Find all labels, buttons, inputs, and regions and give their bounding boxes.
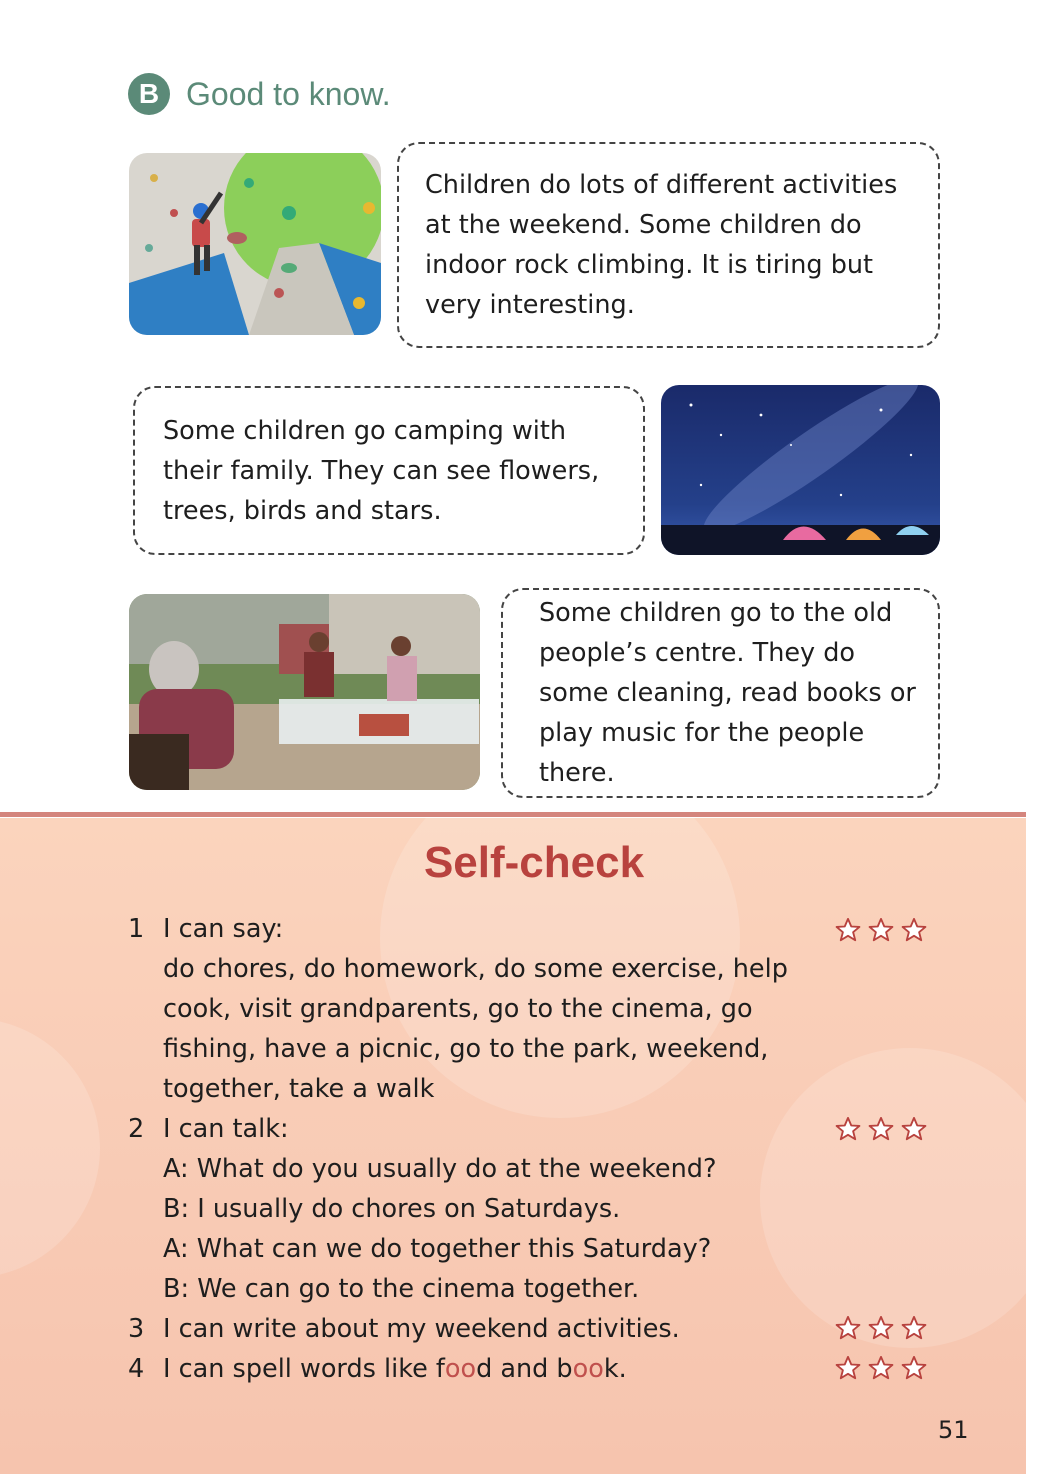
info-card-camping	[133, 386, 645, 555]
star-icon[interactable]	[867, 1115, 895, 1143]
self-check-divider	[0, 812, 1026, 817]
page-number: 51	[938, 1416, 969, 1444]
item-number: 1	[128, 914, 145, 944]
self-check-title: Self-check	[423, 838, 645, 887]
item-number: 3	[128, 1314, 145, 1344]
info-card-text: Some children go camping with their family. They can see flowers, trees, birds and stars.	[163, 415, 600, 526]
star-icon[interactable]	[834, 1115, 862, 1143]
star-icon[interactable]	[900, 1314, 928, 1342]
section-badge: B	[128, 73, 170, 115]
star-icon[interactable]	[834, 916, 862, 944]
item-line: A: What do you usually do at the weekend?	[163, 1154, 717, 1184]
star-icon[interactable]	[900, 1354, 928, 1382]
item-line: B: I usually do chores on Saturdays.	[163, 1194, 621, 1224]
item-line: together, take a walk	[163, 1074, 435, 1104]
text-part: I can spell words like f	[163, 1354, 445, 1384]
star-icon[interactable]	[867, 1354, 895, 1382]
item-line: I can say:	[163, 914, 284, 944]
star-icon[interactable]	[900, 916, 928, 944]
item-number: 2	[128, 1114, 145, 1144]
item-line: fishing, have a picnic, go to the park, weekend,	[163, 1034, 769, 1064]
star-icon[interactable]	[900, 1115, 928, 1143]
item-line: I can talk:	[163, 1114, 289, 1144]
star-rating	[834, 1308, 928, 1348]
info-card-text: Some children go to the old people’s centre. They do some cleaning, read books or play music for the people there.	[539, 598, 916, 788]
section-title: Good to know.	[186, 75, 391, 112]
text-part: k.	[603, 1354, 627, 1384]
star-icon[interactable]	[867, 1314, 895, 1342]
camping-stars-photo	[661, 385, 940, 555]
highlight-letters: oo	[444, 1354, 477, 1384]
info-card-old-peoples-centre	[501, 588, 940, 798]
item-line: do chores, do homework, do some exercise, help	[163, 954, 788, 984]
star-rating	[834, 910, 928, 950]
star-rating	[834, 1348, 928, 1388]
section-heading	[128, 73, 391, 115]
item-line: A: What can we do together this Saturday?	[163, 1234, 712, 1264]
star-icon[interactable]	[834, 1354, 862, 1382]
info-card-text: Children do lots of different activities at the weekend. Some children do indoor rock climbing. It is tiring but very interesting.	[425, 170, 898, 320]
text-part: d and b	[476, 1354, 573, 1384]
info-card-rock-climbing	[397, 142, 940, 348]
rock-climbing-photo	[129, 153, 381, 335]
item-line: I can write about my weekend activities.	[163, 1314, 680, 1344]
item-number: 4	[128, 1354, 145, 1384]
item-line: B: We can go to the cinema together.	[163, 1274, 640, 1304]
item-line: cook, visit grandparents, go to the cinema, go	[163, 994, 753, 1024]
old-peoples-centre-photo	[129, 594, 480, 790]
star-icon[interactable]	[834, 1314, 862, 1342]
highlight-letters: oo	[572, 1354, 604, 1384]
star-rating	[834, 1109, 928, 1149]
star-icon[interactable]	[867, 916, 895, 944]
item-line	[163, 1349, 823, 1389]
